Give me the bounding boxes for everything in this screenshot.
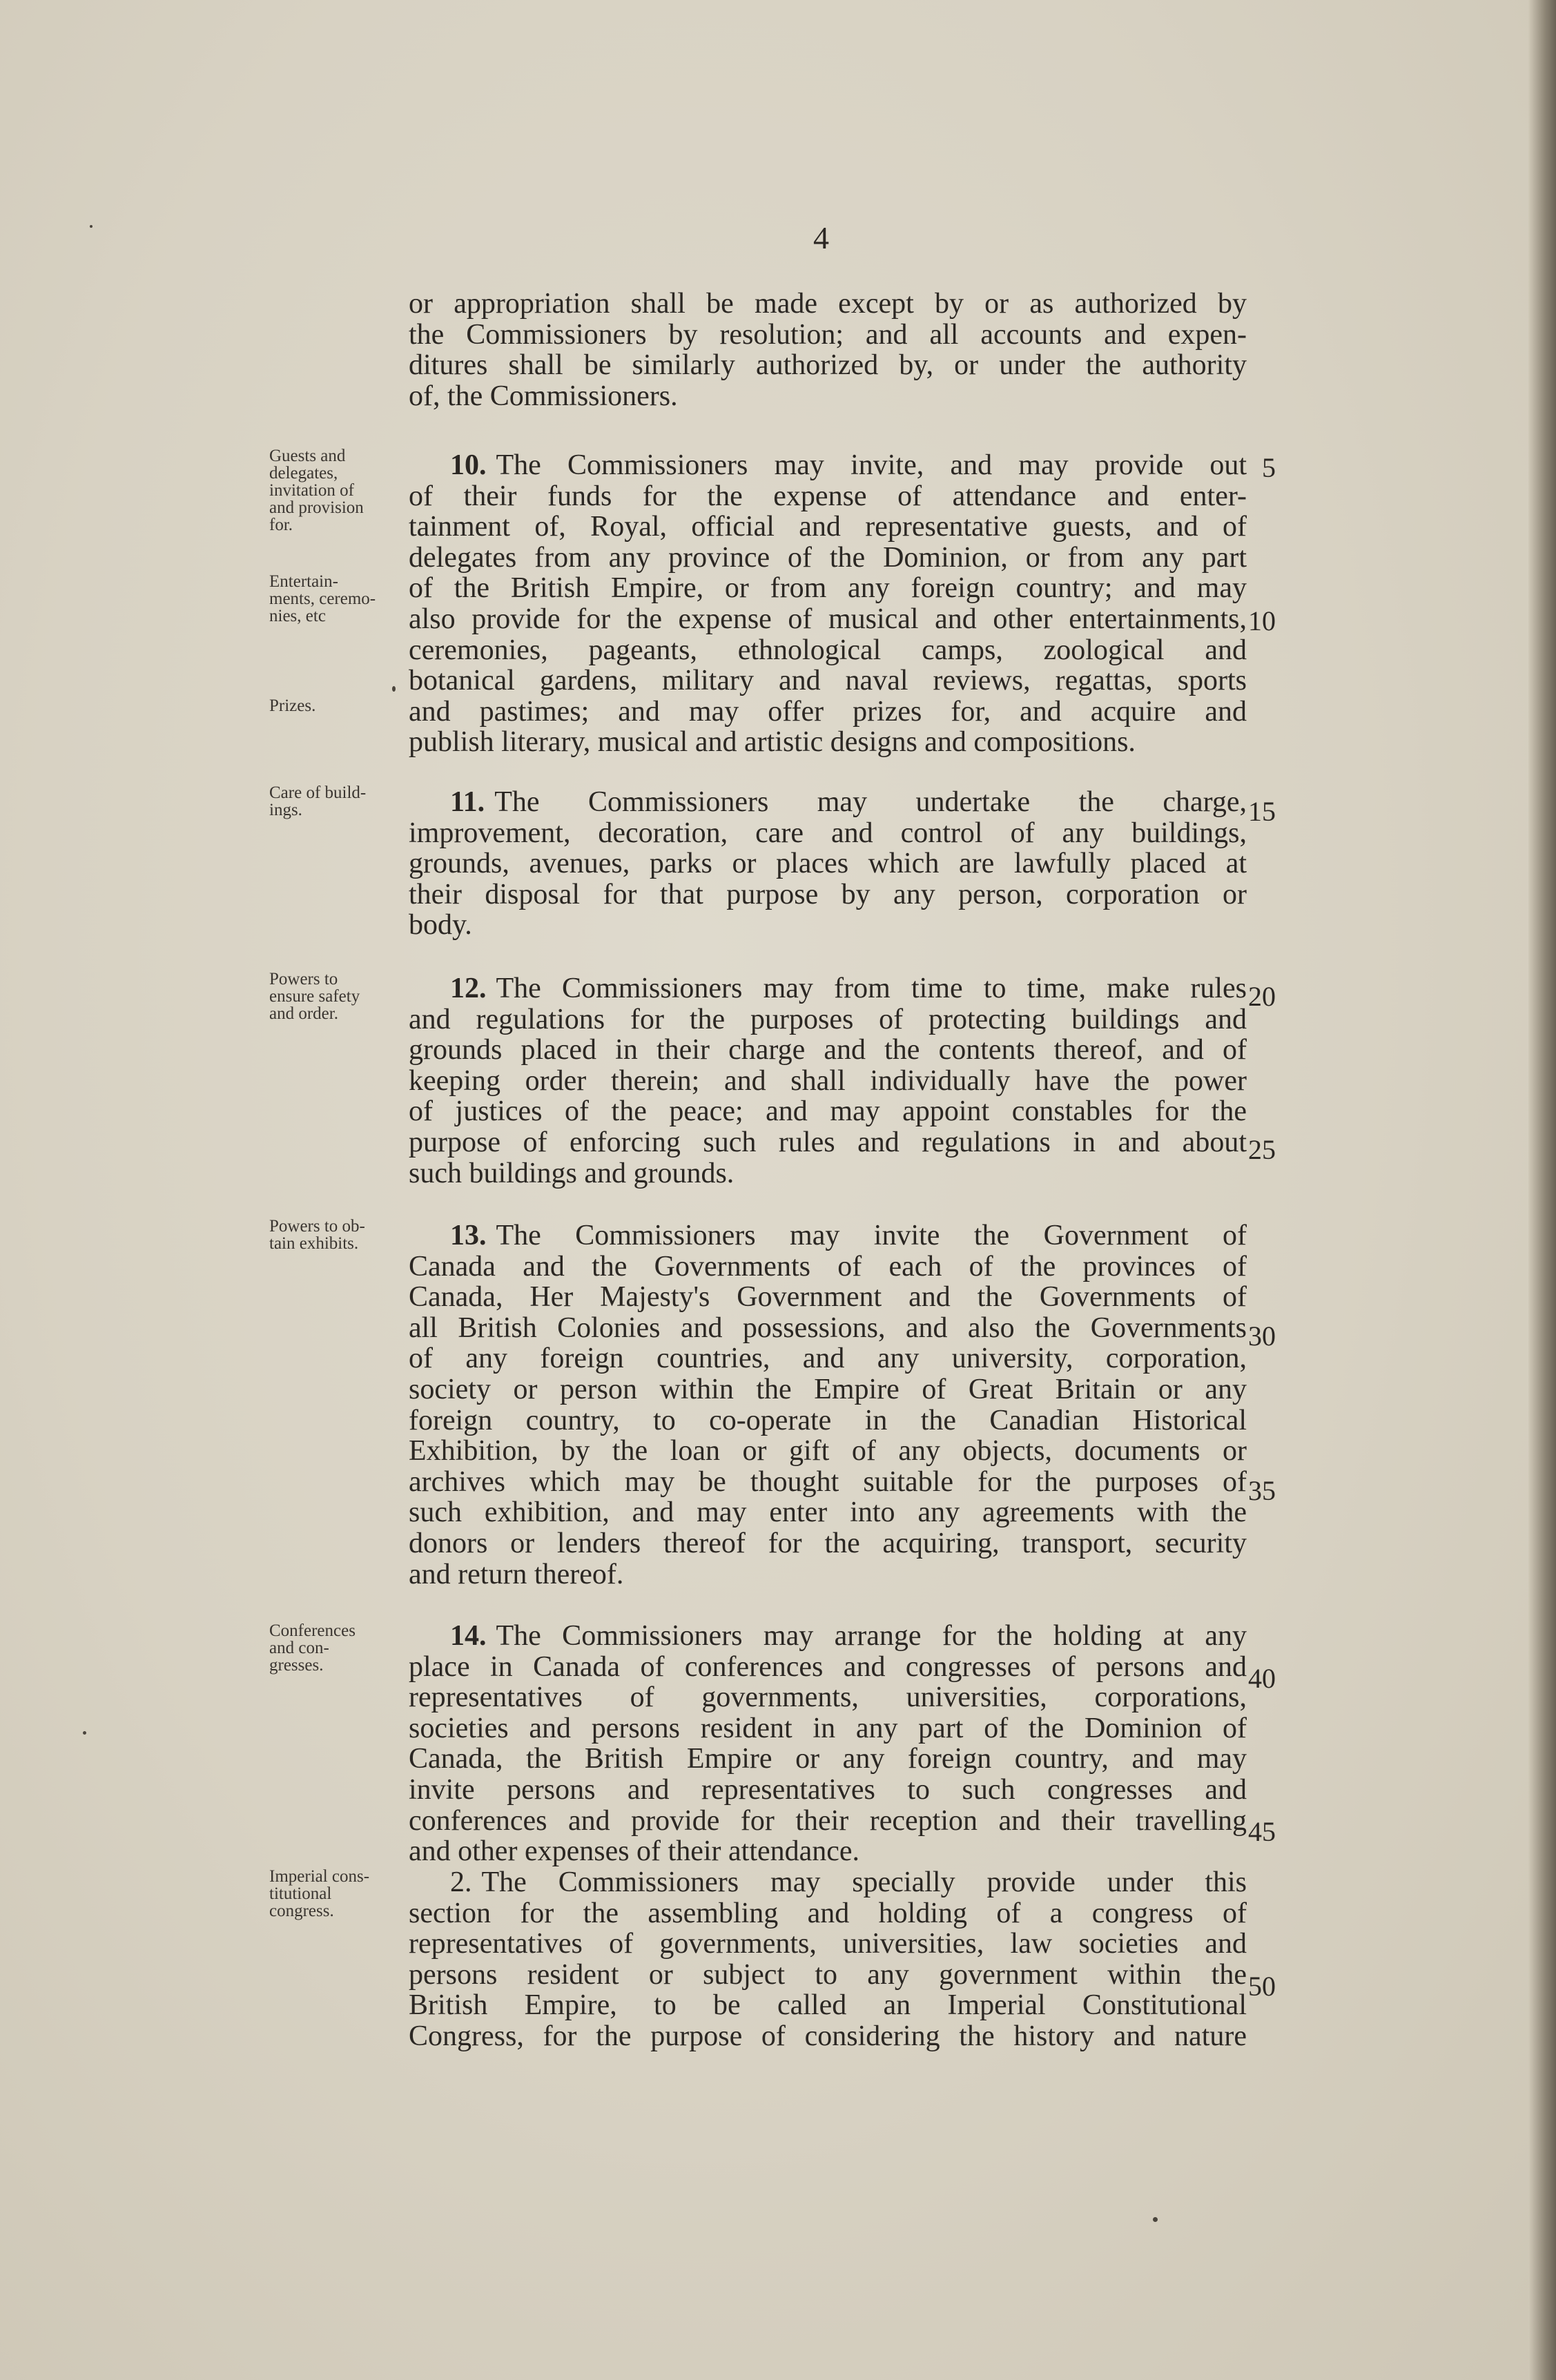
section-number: 14. — [450, 1620, 487, 1652]
text-line: Exhibition, by the loan or gift of any objects, documents or — [409, 1435, 1247, 1467]
text-line: and regulations for the purposes of protecting buildings and — [409, 1003, 1247, 1035]
text-line: body. — [409, 909, 472, 942]
text-line: improvement, decoration, care and control of any buildings, — [409, 817, 1247, 849]
page-number: 4 — [813, 220, 829, 255]
text-line: botanical gardens, military and naval reviews, regattas, sports — [409, 665, 1247, 697]
section-13 — [409, 1220, 1247, 1590]
line-number: 25 — [1248, 1134, 1276, 1165]
subsection-number: 2. — [450, 1866, 472, 1898]
margin-note-guests: Guests and delegates, invitation of and provision for. — [269, 447, 364, 534]
margin-note-powers-exhibits: Powers to ob- tain exhibits. — [269, 1217, 365, 1253]
text-line: publish literary, musical and artistic designs and compositions. — [409, 726, 1136, 759]
text-line: donors or lenders thereof for the acquiring, transport, security — [409, 1527, 1247, 1559]
text-line: Congress, for the purpose of considering the history and nature — [409, 2020, 1247, 2052]
text-line: tainment of, Royal, official and representative guests, and of — [409, 511, 1247, 543]
text-line: their disposal for that purpose by any person, corporation or — [409, 878, 1247, 910]
line-number: 40 — [1248, 1663, 1276, 1694]
text-line: invite persons and representatives to such congresses and — [409, 1773, 1247, 1806]
paper-speck — [83, 1731, 86, 1735]
text-line: place in Canada of conferences and congresses of persons and — [409, 1650, 1247, 1683]
line-number: 30 — [1248, 1320, 1276, 1352]
text-line: 12. The Commissioners may from time to time, make rules — [450, 973, 1247, 1004]
margin-note-care-of-buildings: Care of build- ings. — [269, 783, 367, 819]
continuation-paragraph — [409, 289, 1247, 411]
section-number: 10. — [450, 449, 487, 481]
text-line: grounds, avenues, parks or places which are lawfully placed at — [409, 848, 1247, 880]
text-line: representatives of governments, universities, law societies and — [409, 1928, 1247, 1960]
text-line: all British Colonies and possessions, and also the Governments — [409, 1311, 1247, 1344]
text-line: or appropriation shall be made except by or as authorized by — [409, 288, 1247, 320]
text-line: society or person within the Empire of Great Britain or any — [409, 1373, 1247, 1405]
text-line: also provide for the expense of musical and other entertainments, — [409, 603, 1247, 635]
text-line: societies and persons resident in any part of the Dominion of — [409, 1712, 1247, 1744]
text-line: representatives of governments, universities, corporations, — [409, 1681, 1247, 1714]
section-number: 13. — [450, 1220, 487, 1251]
section-10 — [409, 450, 1247, 758]
text-line: Canada, Her Majesty's Government and the Governments of — [409, 1281, 1247, 1314]
text-line: delegates from any province of the Dominion, or from any part — [409, 541, 1247, 574]
text-line: 13. The Commissioners may invite the Government of — [450, 1220, 1247, 1251]
section-number: 11. — [450, 786, 485, 818]
text-line: 2. The Commissioners may specially provide under this — [450, 1866, 1247, 1898]
text-line: 11. The Commissioners may undertake the charge, — [450, 786, 1247, 818]
text-line: keeping order therein; and shall individually have the power — [409, 1064, 1247, 1097]
text-line: and return thereof. — [409, 1558, 624, 1590]
text-line: ditures shall be similarly authorized by, or under the authority — [409, 349, 1247, 382]
margin-note-entertainments: Entertain- ments, ceremo- nies, etc — [269, 572, 376, 625]
text-line: grounds placed in their charge and the contents thereof, and of — [409, 1034, 1247, 1066]
line-number: 45 — [1248, 1816, 1276, 1847]
text-line: and other expenses of their attendance. — [409, 1835, 860, 1868]
text-line: archives which may be thought suitable for the purposes of — [409, 1465, 1247, 1498]
section-11 — [409, 787, 1247, 941]
text-line: of justices of the peace; and may appoint constables for the — [409, 1095, 1247, 1128]
paper-speck — [392, 686, 396, 692]
text-line: foreign country, to co-operate in the Canadian Historical — [409, 1404, 1247, 1436]
text-line: conferences and provide for their reception and their travelling — [409, 1804, 1247, 1837]
text-line: 14. The Commissioners may arrange for the holding at any — [450, 1620, 1247, 1652]
text-line: of the British Empire, or from any foreign country; and may — [409, 572, 1247, 605]
text-line: Canada and the Governments of each of the provinces of — [409, 1250, 1247, 1282]
section-12 — [409, 973, 1247, 1189]
text-line: section for the assembling and holding of a congress of — [409, 1897, 1247, 1929]
margin-note-conferences: Conferences and con- gresses. — [269, 1621, 356, 1675]
margin-note-powers-safety: Powers to ensure safety and order. — [269, 970, 360, 1023]
text-line: such buildings and grounds. — [409, 1157, 735, 1189]
line-number: 15 — [1248, 796, 1276, 827]
section-number: 12. — [450, 973, 487, 1004]
margin-note-imperial-congress: Imperial cons- titutional congress. — [269, 1867, 370, 1920]
text-line: of their funds for the expense of attendance and enter- — [409, 480, 1247, 512]
text-line: the Commissioners by resolution; and all accounts and expen- — [409, 318, 1247, 351]
paper-speck — [1153, 2217, 1158, 2222]
text-line: Canada, the British Empire or any foreign country, and may — [409, 1743, 1247, 1775]
line-number: 5 — [1262, 452, 1276, 483]
line-number: 35 — [1248, 1475, 1276, 1506]
text-line: such exhibition, and may enter into any agreements with the — [409, 1496, 1247, 1529]
section-14-subsection-2 — [409, 1867, 1247, 2052]
text-line: purpose of enforcing such rules and regulations in and about — [409, 1126, 1247, 1158]
text-line: and pastimes; and may offer prizes for, and acquire and — [409, 695, 1247, 728]
text-line: 10. The Commissioners may invite, and may provide out — [450, 449, 1247, 481]
line-number: 50 — [1248, 1971, 1276, 2002]
line-number: 10 — [1248, 605, 1276, 636]
line-number: 20 — [1248, 981, 1276, 1012]
text-line: British Empire, to be called an Imperial Constitutional — [409, 1989, 1247, 2022]
text-line: of, the Commissioners. — [409, 380, 678, 412]
paper-speck — [90, 225, 93, 228]
book-spine-shadow — [1528, 0, 1556, 2380]
section-14 — [409, 1621, 1247, 1867]
margin-note-prizes: Prizes. — [269, 696, 316, 715]
text-line: ceremonies, pageants, ethnological camps, zoological and — [409, 634, 1247, 666]
text-line: of any foreign countries, and any university, corporation, — [409, 1343, 1247, 1375]
text-line: persons resident or subject to any government within the — [409, 1958, 1247, 1991]
